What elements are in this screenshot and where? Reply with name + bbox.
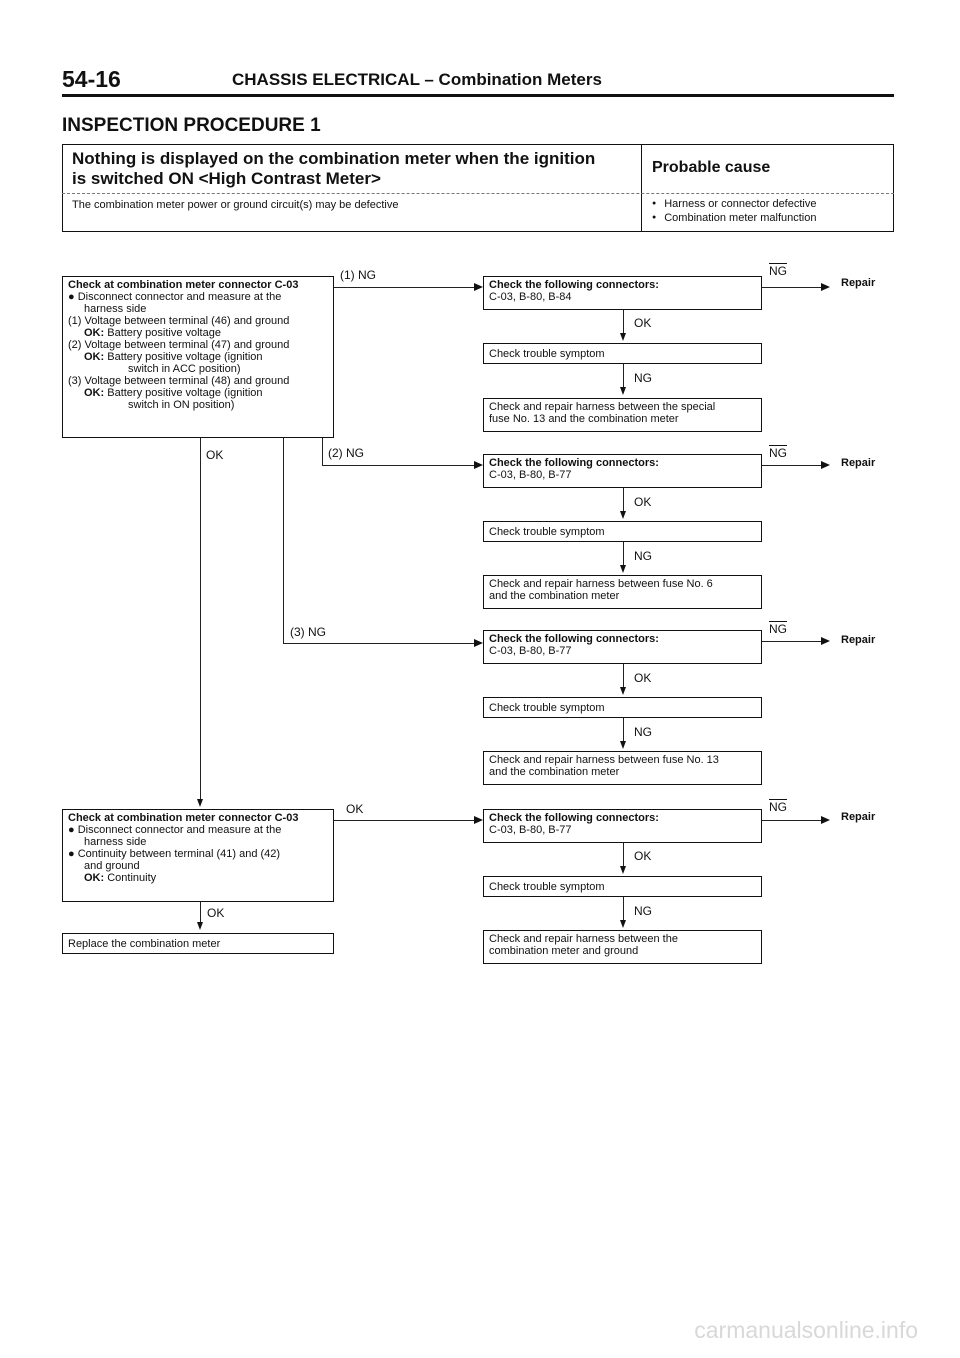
ok-label: OK [634, 671, 652, 685]
ng-connector [762, 287, 822, 288]
ng-connector [623, 897, 624, 921]
ok-connector [623, 664, 624, 688]
ng-label: NG [634, 904, 652, 918]
repair-label: Repair [841, 277, 876, 289]
ng-label: $\overline{NG}$ [769, 446, 787, 460]
ng-label: $\overline{NG}$ [769, 622, 787, 636]
ok-label: OK [634, 495, 652, 509]
ng-label: NG [634, 549, 652, 563]
check-c03-voltage-box: Check at combination meter connector C-03 ● Disconnect connector and measure at the harness side (1) Voltage between terminal (46) and ground OK: Battery positive voltage (2) Voltage between terminal (47) and ground OK: Battery positive voltage (ignition switch in ACC position) (3) Voltage between terminal (48) and ground OK: Battery positive voltage (ignition switch in ON position) [62, 276, 334, 438]
ng2-connector [322, 438, 323, 466]
arrow-right-icon [474, 283, 483, 291]
page-number: 54-16 [62, 66, 121, 92]
arrow-right-icon [474, 639, 483, 647]
repair-label: Repair [841, 457, 876, 469]
arrow-right-icon [821, 283, 830, 291]
ng-label: $\overline{NG}$ [769, 800, 787, 814]
ok-connector [623, 310, 624, 334]
ng1-connector [334, 287, 475, 288]
ok-connector [200, 438, 201, 801]
repair-harness-box: Check and repair harness between fuse No. 6 and the combination meter [483, 575, 762, 609]
ok-connector [334, 820, 475, 821]
check-trouble-symptom-box: Check trouble symptom [483, 343, 762, 364]
arrow-down-icon [620, 333, 626, 341]
repair-harness-box: Check and repair harness between fuse No. 13 and the combination meter [483, 751, 762, 785]
ng2-connector [322, 465, 475, 466]
ng-connector [623, 542, 624, 566]
arrow-down-icon [620, 565, 626, 573]
ok-connector [200, 902, 201, 924]
ng-connector [623, 718, 624, 742]
ng-connector [762, 820, 822, 821]
arrow-down-icon [620, 741, 626, 749]
arrow-right-icon [474, 816, 483, 824]
ng3-connector [283, 438, 284, 644]
probable-cause-item: ● Harness or connector defective [652, 197, 816, 211]
arrow-down-icon [197, 799, 203, 807]
check-connectors-box: Check the following connectors: C-03, B-80, B-84 [483, 276, 762, 310]
watermark: carmanualsonline.info [694, 1317, 918, 1343]
ng-connector [762, 641, 822, 642]
header-rule [62, 94, 894, 97]
summary-row-divider [62, 193, 894, 194]
check-trouble-symptom-box: Check trouble symptom [483, 521, 762, 542]
replace-meter-box: Replace the combination meter [62, 933, 334, 954]
arrow-right-icon [474, 461, 483, 469]
probable-cause-item: ● Combination meter malfunction [652, 211, 816, 225]
ng-label: $\overline{NG}$ [769, 264, 787, 278]
ng2-label: (2) NG [328, 446, 364, 460]
section-title: CHASSIS ELECTRICAL – Combination Meters [232, 70, 602, 89]
ok-connector [623, 843, 624, 867]
ng-connector [762, 465, 822, 466]
ng1-label: (1) NG [340, 268, 376, 282]
ok-label: OK [346, 802, 364, 816]
probable-cause-list [652, 197, 816, 225]
summary-divider [641, 144, 642, 232]
probable-cause-title: Probable cause [652, 159, 771, 176]
repair-harness-box: Check and repair harness between the special fuse No. 13 and the combination meter [483, 398, 762, 432]
ok-label: OK [634, 849, 652, 863]
condition-title: Nothing is displayed on the combination meter when the ignition is switched ON <High Contrast Meter> [72, 149, 596, 188]
arrow-down-icon [620, 920, 626, 928]
arrow-right-icon [821, 461, 830, 469]
check-connectors-box: Check the following connectors: C-03, B-80, B-77 [483, 454, 762, 488]
check-trouble-symptom-box: Check trouble symptom [483, 876, 762, 897]
arrow-right-icon [821, 816, 830, 824]
ok-connector [623, 488, 624, 512]
repair-label: Repair [841, 634, 876, 646]
ng-label: NG [634, 725, 652, 739]
condition-detail: The combination meter power or ground circuit(s) may be defective [72, 199, 399, 211]
ng-label: NG [634, 371, 652, 385]
ng3-connector [283, 643, 475, 644]
procedure-title: INSPECTION PROCEDURE 1 [62, 115, 321, 136]
arrow-down-icon [620, 687, 626, 695]
ok-label: OK [206, 448, 224, 462]
check-c03-continuity-box: Check at combination meter connector C-03 ● Disconnect connector and measure at the harness side ● Continuity between terminal (41) and (42) and ground OK: Continuity [62, 809, 334, 902]
check-connectors-box: Check the following connectors: C-03, B-80, B-77 [483, 630, 762, 664]
arrow-right-icon [821, 637, 830, 645]
arrow-down-icon [620, 387, 626, 395]
arrow-down-icon [620, 511, 626, 519]
check-connectors-box: Check the following connectors: C-03, B-80, B-77 [483, 809, 762, 843]
repair-harness-box: Check and repair harness between the combination meter and ground [483, 930, 762, 964]
repair-label: Repair [841, 811, 876, 823]
arrow-down-icon [197, 922, 203, 930]
ng-connector [623, 364, 624, 388]
check-trouble-symptom-box: Check trouble symptom [483, 697, 762, 718]
ok-label: OK [207, 906, 225, 920]
arrow-down-icon [620, 866, 626, 874]
ng3-label: (3) NG [290, 625, 326, 639]
ok-label: OK [634, 316, 652, 330]
